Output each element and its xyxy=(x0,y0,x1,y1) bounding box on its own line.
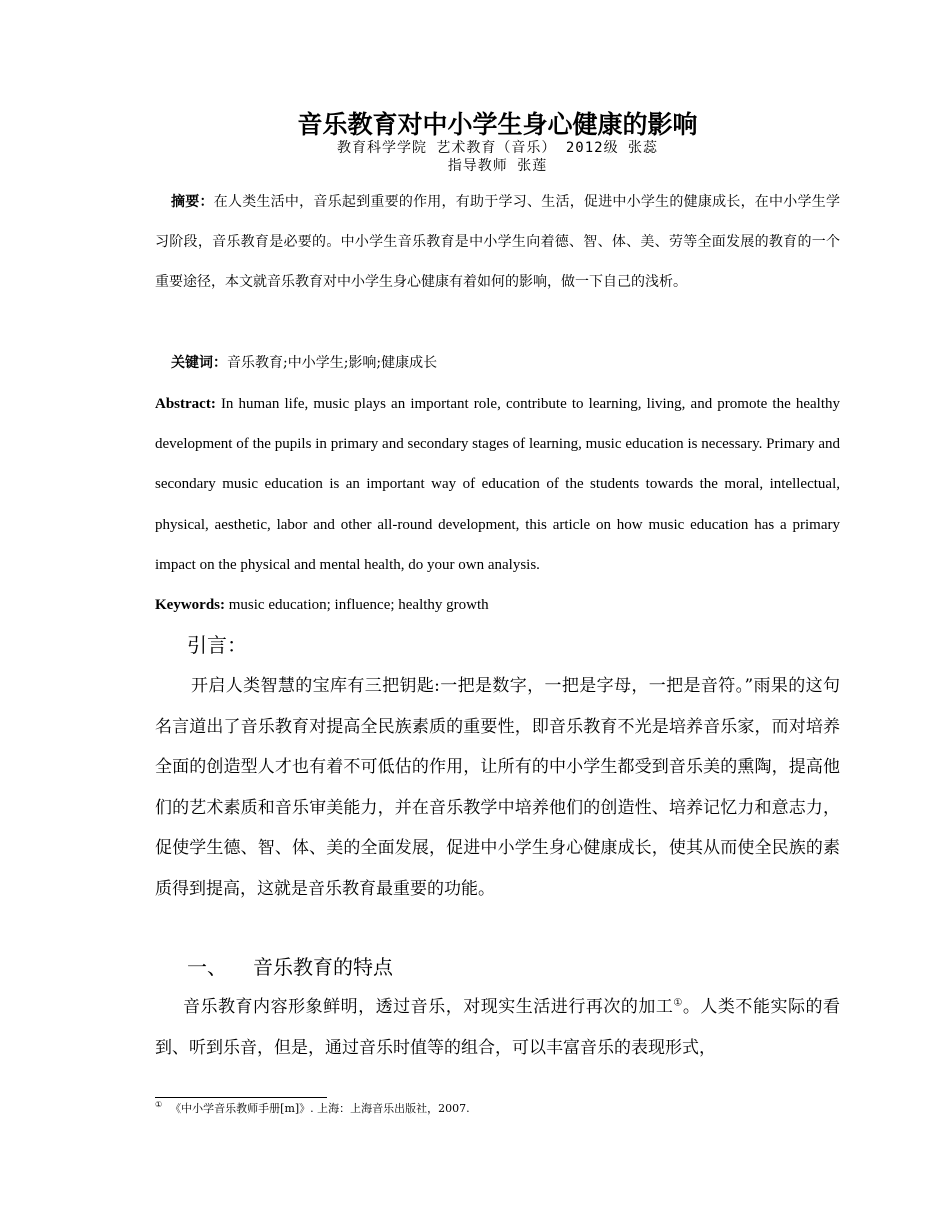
paper-title: 音乐教育对中小学生身心健康的影响 xyxy=(297,110,698,139)
footnote xyxy=(155,1101,470,1117)
section-1-number: 一、 xyxy=(187,955,227,979)
keywords-chinese-label: 关键词： xyxy=(171,355,227,371)
advisor-line: 指导教师 张莲 xyxy=(447,158,548,174)
footnote-separator xyxy=(155,1097,327,1098)
intro-heading: 引言： xyxy=(187,633,247,657)
section-1-text-b: 。人类不能实际的看到、听到乐音，但是，通过音乐时值等的组合，可以丰富音乐的表现形式， xyxy=(155,997,841,1058)
author-line: 教育科学学院 艺术教育（音乐） 2012级 张蕊 xyxy=(337,140,658,156)
section-1-title: 音乐教育的特点 xyxy=(253,955,393,979)
abstract-english-text: In human life, music plays an important role, contribute to learning, living, and promote the healthy development of the pupils in primary and secondary stages of learning, music education is necessary. Primary and secondary music education is an important way of education of the students towards the moral, intellectual, physical, aesthetic, labor and other all-round development, this article on how music education has a primary impact on the physical and mental health, do your own analysis. xyxy=(155,396,840,573)
footnote-mark: ① xyxy=(155,1100,163,1110)
intro-paragraph: 开启人类智慧的宝库有三把钥匙:一把是数字，一把是字母，一把是音符。”雨果的这句名言道出了音乐教育对提高全民族素质的重要性，即音乐教育不光是培养音乐家，而对培养全面的创造型人才也有着不可低估的作用，让所有的中小学生都受到音乐美的熏陶，提高他们的艺术素质和音乐审美能力，并在音乐教学中培养他们的创造性、培养记忆力和意志力，促使学生德、智、体、美的全面发展，促进中小学生身心健康成长，使其从而使全民族的素质得到提高，这就是音乐教育最重要的功能。 xyxy=(155,676,840,899)
keywords-chinese-text: 音乐教育;中小学生;影响;健康成长 xyxy=(227,355,438,371)
keywords-english-label: Keywords: xyxy=(155,597,225,613)
abstract-english xyxy=(155,384,840,585)
footnote-text: 《中小学音乐教师手册[m]》. 上海：上海音乐出版社，2007. xyxy=(170,1102,470,1115)
section-1-heading xyxy=(187,952,393,982)
section-1-paragraph xyxy=(155,987,840,1068)
abstract-english-label: Abstract: xyxy=(155,396,216,412)
abstract-chinese xyxy=(155,182,840,303)
keywords-english-text: music education; influence; healthy growth xyxy=(225,597,489,613)
keywords-english xyxy=(155,585,840,625)
keywords-chinese xyxy=(155,343,840,383)
abstract-chinese-label: 摘要： xyxy=(171,194,214,210)
abstract-chinese-text: 在人类生活中，音乐起到重要的作用，有助于学习、生活，促进中小学生的健康成长，在中小学生学习阶段，音乐教育是必要的。中小学生音乐教育是中小学生向着德、智、体、美、劳等全面发展的教育的一个重要途径，本文就音乐教育对中小学生身心健康有着如何的影响，做一下自己的浅析。 xyxy=(155,194,840,291)
footnote-reference[interactable]: ① xyxy=(673,997,683,1009)
section-1-text-a: 音乐教育内容形象鲜明，透过音乐，对现实生活进行再次的加工 xyxy=(183,997,674,1017)
